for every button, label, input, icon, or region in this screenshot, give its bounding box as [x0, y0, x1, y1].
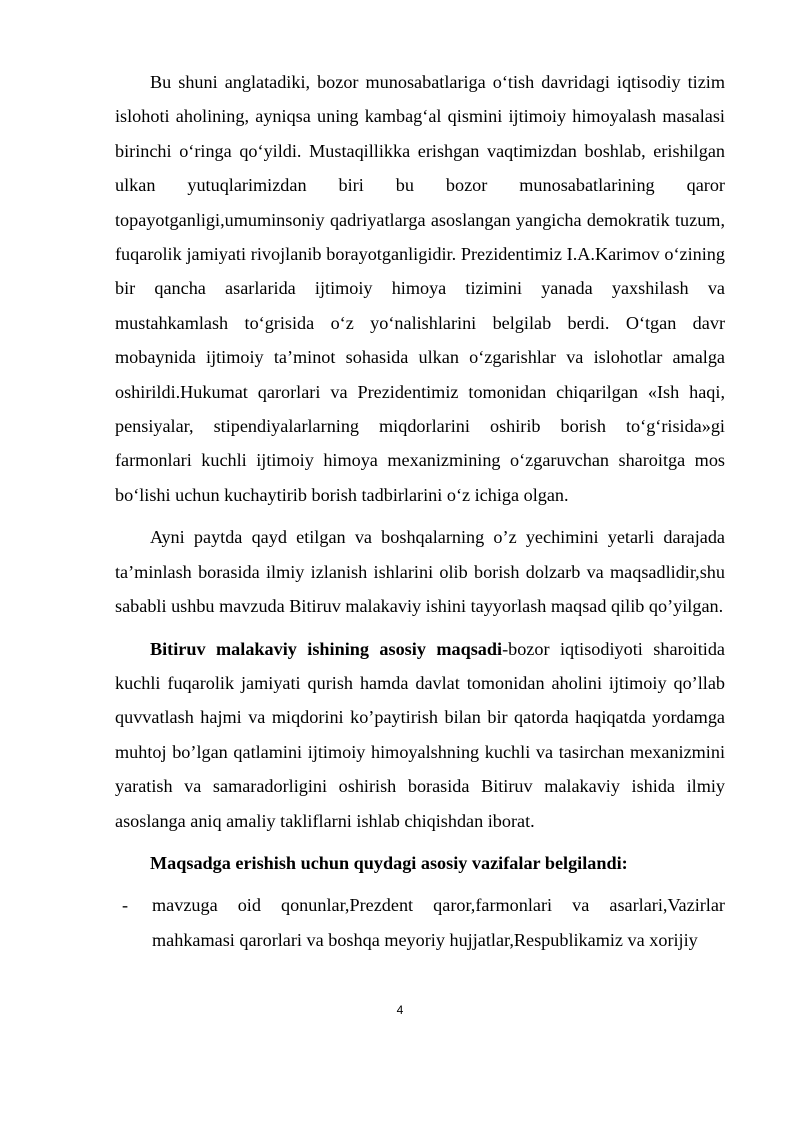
dash-marker: - — [122, 895, 129, 916]
list-item-text: mavzuga oid qonunlar,Prezdent qaror,farmonlari va asarlari,Vazirlar mahkamasi qarorlari va boshqa meyoriy hujjatlar,Respublikamiz va xorijiy — [152, 895, 725, 950]
page-number: 4 — [396, 1003, 404, 1017]
paragraph-3-bold-lead: Bitiruv malakaviy ishining asosiy maqsadi — [150, 638, 503, 659]
paragraph-1: Bu shuni anglatadiki, bozor munosabatlariga o‘tish davridagi iqtisodiy tizim islohoti aholining, ayniqsa uning kambag‘al qismini ijtimoiy himoyalash masalasi birinchi o‘ringa qo‘yildi. Mustaqillikka erishgan vaqtimizdan boshlab, erishilgan ulkan yutuqlarimizdan biri bu bozor munosabatlarining qaror topayotganligi,umuminsoniy qadriyatlarga asoslangan yangicha demokratik tuzum, fuqarolik jamiyati rivojlanib borayotganligidir. Prezidentimiz I.A.Karimov o‘zining bir qancha asarlarida ijtimoiy himoya tizimini yanada yaxshilash va mustahkamlash to‘grisida o‘z yo‘nalishlarini belgilab berdi. O‘tgan davr mobaynida ijtimoiy ta’minot sohasida ulkan o‘zgarishlar va islohotlar amalga oshirildi.Hukumat qarorlari va Prezidentimiz tomonidan chiqarilgan «Ish haqi, pensiyalar, stipendiyalarlarning miqdorlarini oshirib borish to‘g‘risida»gi farmonlari kuchli ijtimoiy himoya mexanizmining o‘zgaruvchan sharoitga mos bo‘lishi uchun kuchaytirib borish tadbirlarini o‘z ichiga olgan. — [115, 72, 725, 505]
tasks-heading: Maqsadga erishish uchun quydagi asosiy vazifalar belgilandi: — [150, 852, 628, 873]
paragraph-3-text: -bozor iqtisodiyoti sharoitida kuchli fuqarolik jamiyati qurish hamda davlat tomonidan aholini ijtimoiy qo’llab quvvatlash hajmi va miqdorini ko’paytirish bilan bir qatorda haqiqatda yordamga muhtoj bo’lgan qatlamini ijtimoiy himoyalshning kuchli va tasirchan mexanizmini yaratish va samaradorligini oshirish borasida Bitiruv malakaviy ishida ilmiy asoslanga aniq amaliy takliflarni ishlab chiqishdan iborat. — [115, 638, 725, 831]
list-item — [115, 888, 725, 957]
paragraph-3 — [115, 632, 725, 838]
paragraph-2: Ayni paytda qayd etilgan va boshqalarning o’z yechimini yetarli darajada ta’minlash borasida ilmiy izlanish ishlarini olib borish dolzarb va maqsadlidir,shu sababli ushbu mavzuda Bitiruv malakaviy ishini tayyorlash maqsad qilib qo’yilgan. — [115, 527, 725, 617]
document-page — [115, 65, 725, 957]
